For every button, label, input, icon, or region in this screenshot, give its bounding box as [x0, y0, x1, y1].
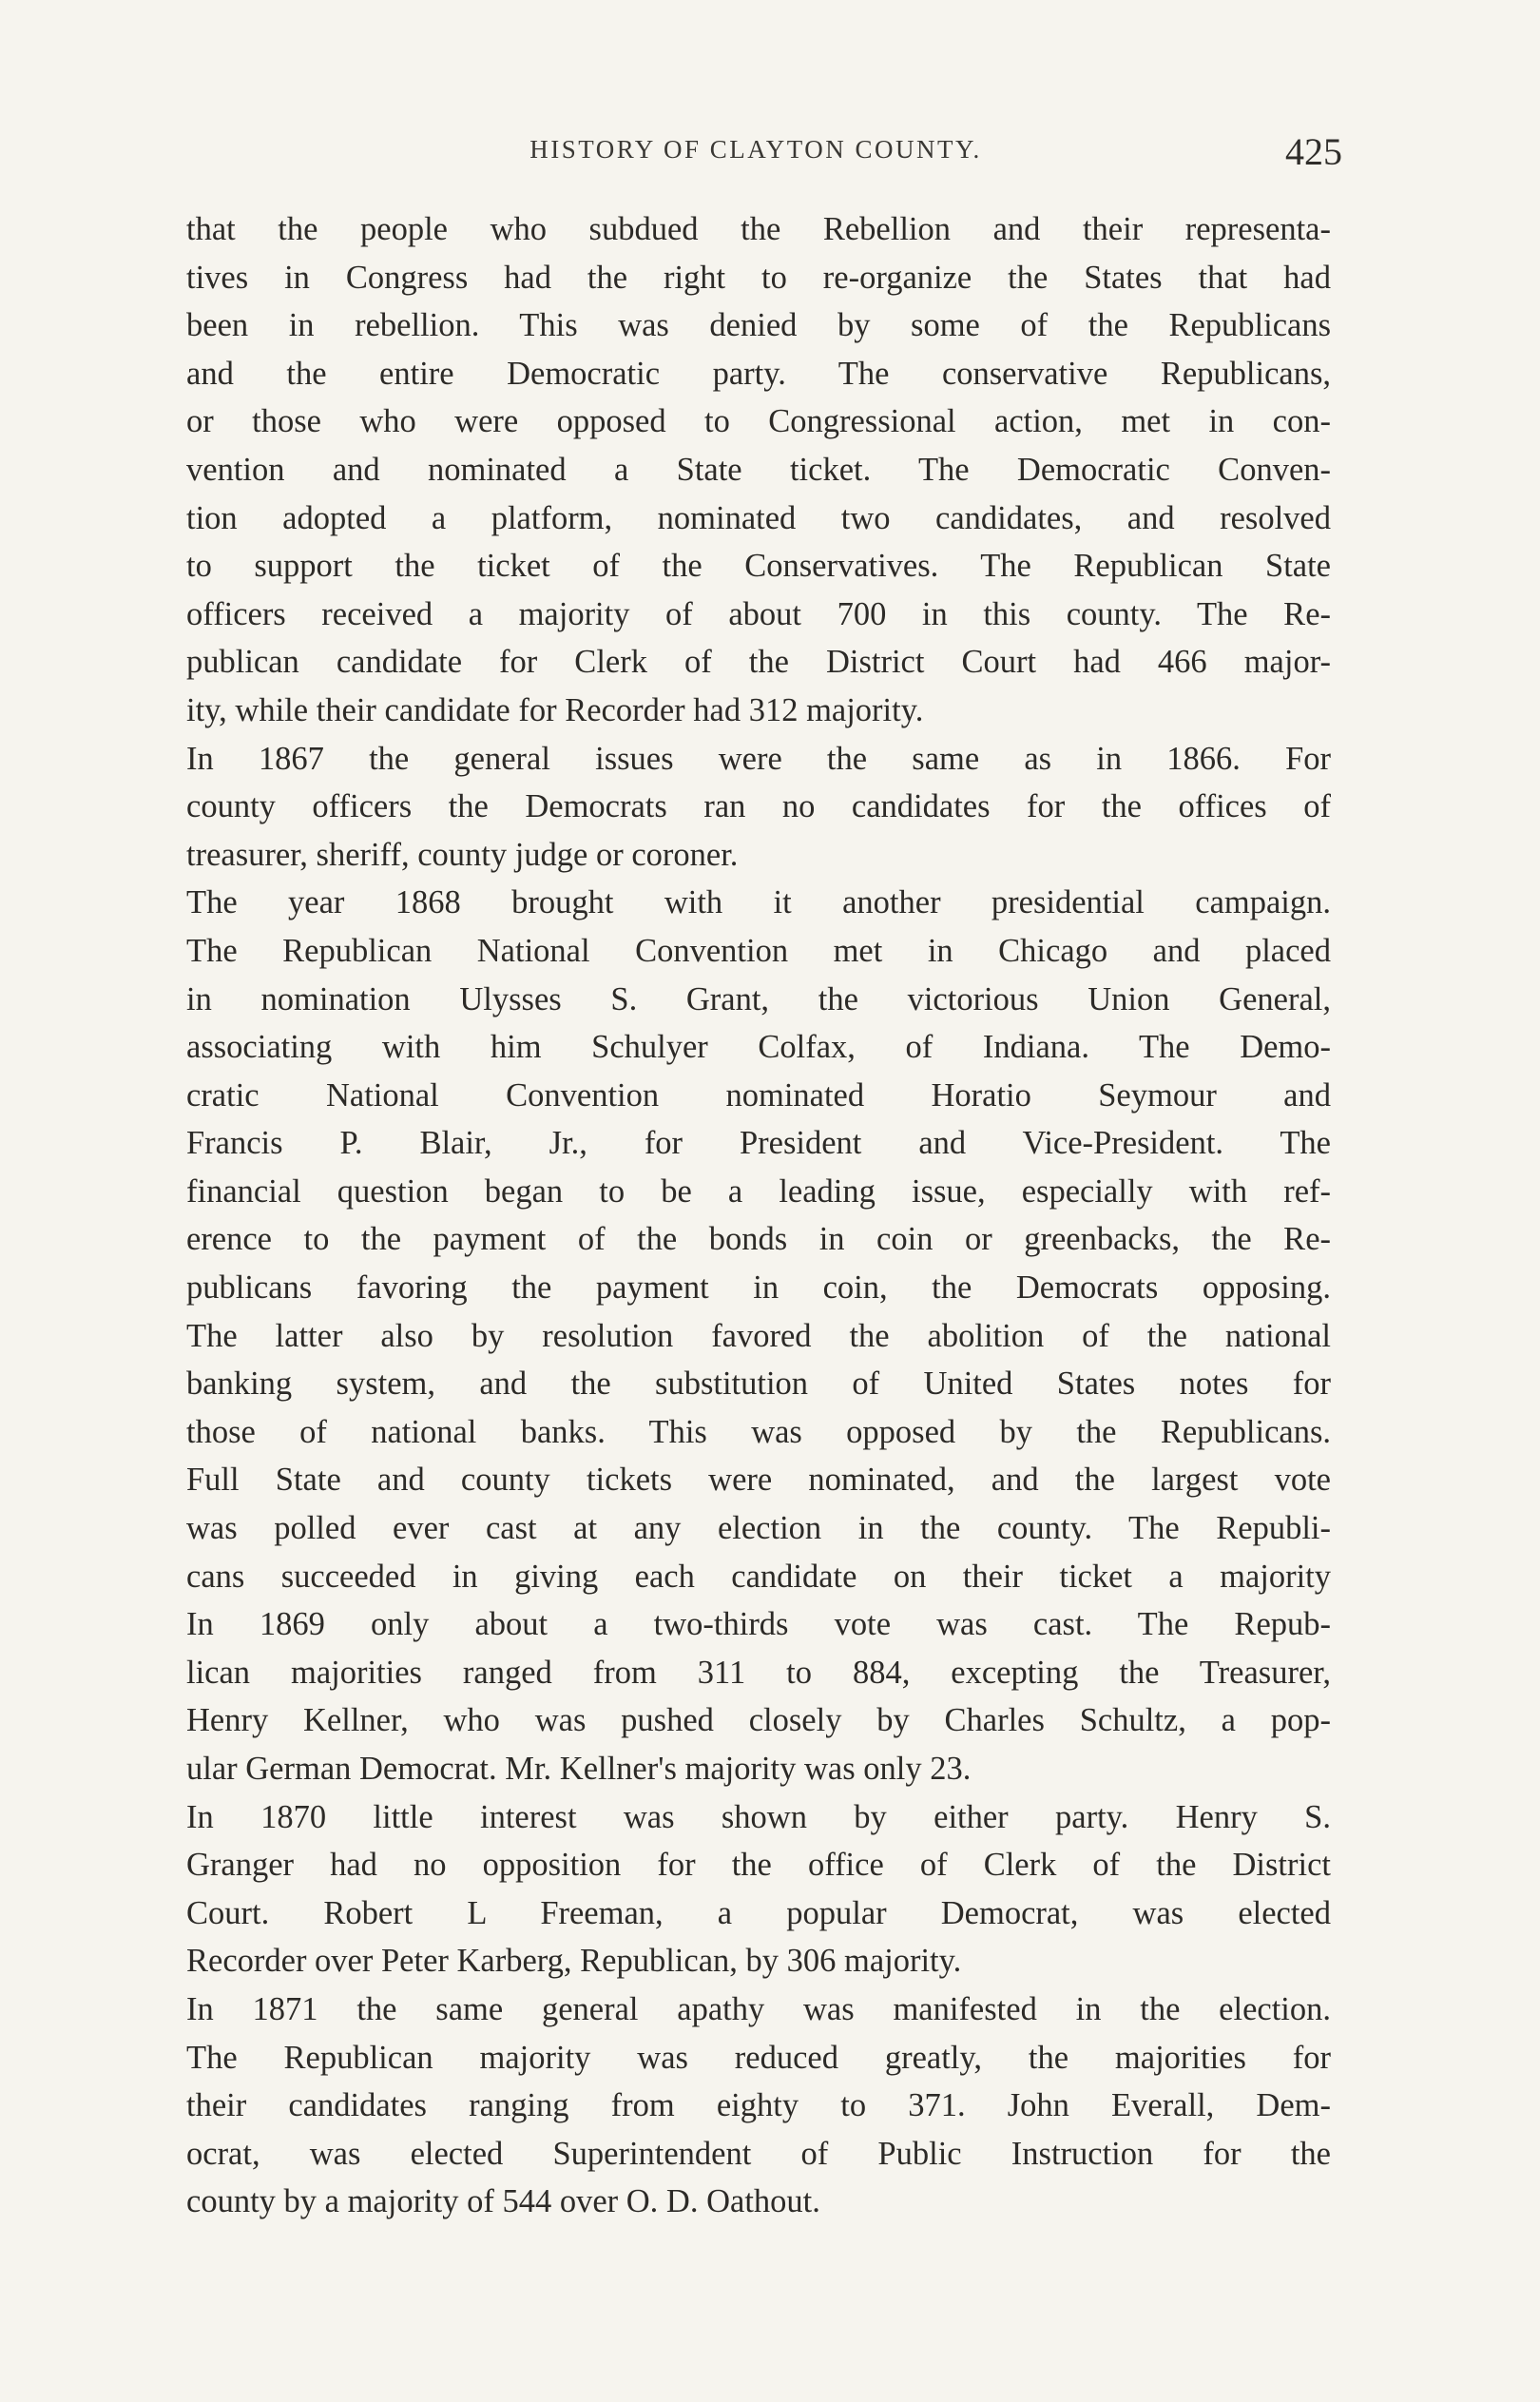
text-line: Court. Robert L Freeman, a popular Democrat, was elected — [186, 1894, 1331, 1931]
text-line: In 1869 only about a two-thirds vote was cast. The Repub- — [186, 1606, 1331, 1643]
text-line: The year 1868 brought with it another presidential campaign. — [186, 884, 1331, 921]
text-line: those of national banks. This was opposed by the Republicans. — [186, 1413, 1331, 1450]
header-title: HISTORY OF CLAYTON COUNTY. — [529, 135, 982, 164]
text-line: The latter also by resolution favored the abolition of the national — [186, 1317, 1331, 1354]
text-line: their candidates ranging from eighty to 371. John Everall, Dem- — [186, 2087, 1331, 2124]
text-line: Granger had no opposition for the office of Clerk of the District — [186, 1847, 1331, 1884]
text-line: In 1871 the same general apathy was manifested in the election. — [186, 1990, 1331, 2027]
text-line: ular German Democrat. Mr. Kellner's majority was only 23. — [186, 1751, 972, 1787]
text-line: erence to the payment of the bonds in coin or greenbacks, the Re- — [186, 1221, 1331, 1258]
text-line: and the entire Democratic party. The conservative Republicans, — [186, 355, 1331, 392]
text-line: vention and nominated a State ticket. The Democratic Conven- — [186, 451, 1331, 488]
text-line: county by a majority of 544 over O. D. Oathout. — [186, 2183, 820, 2220]
body-text — [186, 205, 1331, 2226]
text-line: The Republican National Convention met in Chicago and placed — [186, 932, 1331, 969]
text-line: publican candidate for Clerk of the District Court had 466 major- — [186, 644, 1331, 681]
text-line: that the people who subdued the Rebellion and their representa- — [186, 211, 1331, 247]
text-line: to support the ticket of the Conservatives. The Republican State — [186, 548, 1331, 585]
text-line: Recorder over Peter Karberg, Republican, by 306 majority. — [186, 1943, 962, 1980]
text-line: financial question began to be a leading issue, especially with ref- — [186, 1172, 1331, 1210]
text-line: cratic National Convention nominated Horatio Seymour and — [186, 1076, 1331, 1114]
text-line: Francis P. Blair, Jr., for President and Vice-President. The — [186, 1125, 1331, 1162]
text-line: in nomination Ulysses S. Grant, the victorious Union General, — [186, 980, 1331, 1017]
text-line: been in rebellion. This was denied by some of the Republicans — [186, 307, 1331, 344]
text-line: tion adopted a platform, nominated two candidates, and resolved — [186, 499, 1331, 536]
text-line: lican majorities ranged from 311 to 884, excepting the Treasurer, — [186, 1654, 1331, 1691]
text-line: banking system, and the substitution of United States notes for — [186, 1366, 1331, 1403]
text-line: tives in Congress had the right to re-organize the States that had — [186, 259, 1331, 296]
text-line: officers received a majority of about 700 in this county. The Re- — [186, 595, 1331, 632]
text-line: Full State and county tickets were nominated, and the largest vote — [186, 1462, 1331, 1499]
text-line: The Republican majority was reduced greatly, the majorities for — [186, 2039, 1331, 2076]
text-line: county officers the Democrats ran no candidates for the offices of — [186, 788, 1331, 825]
page-number: 425 — [1285, 130, 1342, 173]
running-head — [181, 129, 1342, 177]
text-line: publicans favoring the payment in coin, the Democrats opposing. — [186, 1269, 1331, 1307]
text-line: cans succeeded in giving each candidate on their ticket a majority — [186, 1558, 1331, 1595]
text-line: ity, while their candidate for Recorder had 312 majority. — [186, 691, 924, 728]
text-line: In 1867 the general issues were the same as in 1866. For — [186, 740, 1331, 777]
text-line: ocrat, was elected Superintendent of Public Instruction for the — [186, 2135, 1331, 2172]
text-line: treasurer, sheriff, county judge or coroner. — [186, 836, 739, 873]
text-line: associating with him Schulyer Colfax, of Indiana. The Demo- — [186, 1029, 1331, 1066]
text-line: Henry Kellner, who was pushed closely by Charles Schultz, a pop- — [186, 1702, 1331, 1739]
text-line: In 1870 little interest was shown by either party. Henry S. — [186, 1798, 1331, 1835]
text-line: was polled ever cast at any election in the county. The Republi- — [186, 1510, 1331, 1547]
text-line: or those who were opposed to Congressional action, met in con- — [186, 403, 1331, 440]
